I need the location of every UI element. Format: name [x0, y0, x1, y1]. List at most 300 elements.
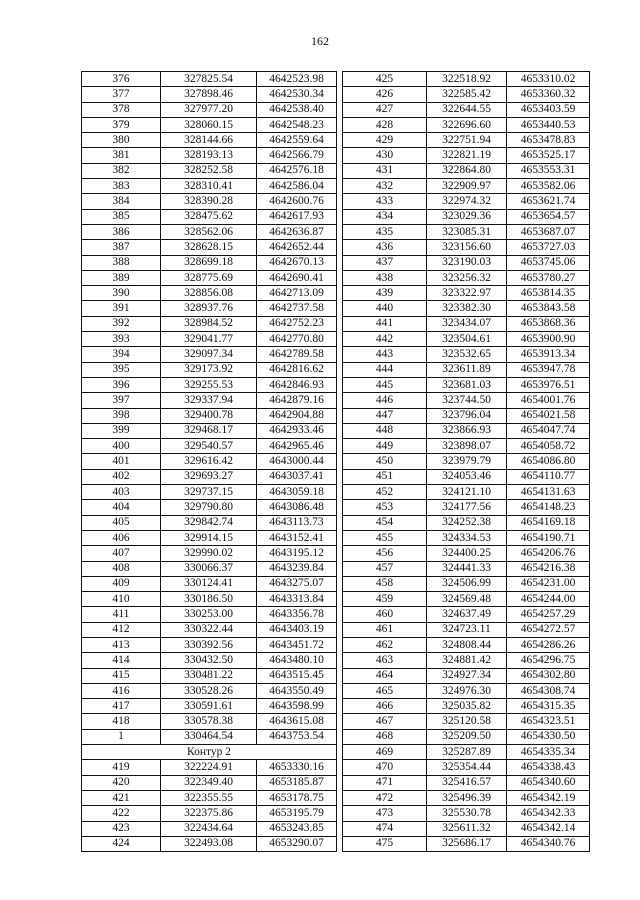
y-coordinate-cell: 4642566.79: [257, 148, 337, 163]
section-heading-row: [82, 745, 337, 760]
table-row: [82, 775, 337, 790]
x-coordinate-cell: 322909.97: [427, 179, 507, 194]
y-coordinate-cell: 4642965.46: [257, 439, 337, 454]
y-coordinate-cell: 4642690.41: [257, 270, 337, 285]
x-coordinate-cell: 323156.60: [427, 240, 507, 255]
point-number-cell: 450: [343, 454, 427, 469]
x-coordinate-cell: 330253.00: [161, 607, 257, 622]
point-number-cell: 451: [343, 469, 427, 484]
x-coordinate-cell: 323979.79: [427, 454, 507, 469]
x-coordinate-cell: 325611.32: [427, 821, 507, 836]
x-coordinate-cell: 328390.28: [161, 194, 257, 209]
point-number-cell: 402: [82, 469, 161, 484]
x-coordinate-cell: 323866.93: [427, 423, 507, 438]
coordinates-table-right: [342, 71, 590, 852]
table-row: [343, 821, 590, 836]
table-row: [82, 316, 337, 331]
point-number-cell: 386: [82, 224, 161, 239]
x-coordinate-cell: 324808.44: [427, 637, 507, 652]
y-coordinate-cell: 4653745.06: [507, 255, 590, 270]
x-coordinate-cell: 329468.17: [161, 423, 257, 438]
table-row: [82, 622, 337, 637]
y-coordinate-cell: 4643356.78: [257, 607, 337, 622]
point-number-cell: 378: [82, 102, 161, 117]
y-coordinate-cell: 4642559.64: [257, 133, 337, 148]
x-coordinate-cell: 328937.76: [161, 301, 257, 316]
x-coordinate-cell: 324569.48: [427, 592, 507, 607]
x-coordinate-cell: 323029.36: [427, 209, 507, 224]
point-number-cell: 464: [343, 668, 427, 683]
x-coordinate-cell: 323085.31: [427, 224, 507, 239]
y-coordinate-cell: 4653478.83: [507, 133, 590, 148]
x-coordinate-cell: 323796.04: [427, 408, 507, 423]
point-number-cell: 475: [343, 836, 427, 851]
x-coordinate-cell: 323898.07: [427, 439, 507, 454]
y-coordinate-cell: 4642523.98: [257, 72, 337, 87]
x-coordinate-cell: 323434.07: [427, 316, 507, 331]
point-number-cell: 457: [343, 561, 427, 576]
table-row: [82, 301, 337, 316]
y-coordinate-cell: 4653780.27: [507, 270, 590, 285]
x-coordinate-cell: 330066.37: [161, 561, 257, 576]
y-coordinate-cell: 4654131.63: [507, 485, 590, 500]
point-number-cell: 396: [82, 377, 161, 392]
y-coordinate-cell: 4643152.41: [257, 530, 337, 545]
table-row: [343, 316, 590, 331]
x-coordinate-cell: 325354.44: [427, 760, 507, 775]
y-coordinate-cell: 4642636.87: [257, 224, 337, 239]
x-coordinate-cell: 324881.42: [427, 653, 507, 668]
y-coordinate-cell: 4654340.60: [507, 775, 590, 790]
y-coordinate-cell: 4642548.23: [257, 117, 337, 132]
table-row: [343, 592, 590, 607]
point-number-cell: 442: [343, 332, 427, 347]
y-coordinate-cell: 4643550.49: [257, 683, 337, 698]
x-coordinate-cell: 322518.92: [427, 72, 507, 87]
table-row: [82, 347, 337, 362]
y-coordinate-cell: 4643000.44: [257, 454, 337, 469]
point-number-cell: 443: [343, 347, 427, 362]
table-row: [343, 148, 590, 163]
x-coordinate-cell: 323611.89: [427, 362, 507, 377]
x-coordinate-cell: 324723.11: [427, 622, 507, 637]
x-coordinate-cell: 328144.66: [161, 133, 257, 148]
x-coordinate-cell: 329173.92: [161, 362, 257, 377]
y-coordinate-cell: 4653900.90: [507, 332, 590, 347]
y-coordinate-cell: 4653440.53: [507, 117, 590, 132]
x-coordinate-cell: 330591.61: [161, 699, 257, 714]
y-coordinate-cell: 4654335.34: [507, 745, 590, 760]
point-number-cell: 452: [343, 485, 427, 500]
point-number-cell: 440: [343, 301, 427, 316]
table-row: [82, 836, 337, 851]
y-coordinate-cell: 4642737.58: [257, 301, 337, 316]
point-number-cell: 422: [82, 806, 161, 821]
x-coordinate-cell: 323382.30: [427, 301, 507, 316]
table-row: [343, 439, 590, 454]
table-row: [343, 561, 590, 576]
point-number-cell: 389: [82, 270, 161, 285]
x-coordinate-cell: 325416.57: [427, 775, 507, 790]
y-coordinate-cell: 4642933.46: [257, 423, 337, 438]
x-coordinate-cell: 330186.50: [161, 592, 257, 607]
point-number-cell: 458: [343, 576, 427, 591]
y-coordinate-cell: 4642904.88: [257, 408, 337, 423]
table-row: [82, 72, 337, 87]
y-coordinate-cell: 4643037.41: [257, 469, 337, 484]
table-row: [82, 362, 337, 377]
table-row: [82, 515, 337, 530]
point-number-cell: 424: [82, 836, 161, 851]
y-coordinate-cell: 4642530.34: [257, 87, 337, 102]
point-number-cell: 379: [82, 117, 161, 132]
point-number-cell: 398: [82, 408, 161, 423]
table-row: [82, 377, 337, 392]
y-coordinate-cell: 4643598.99: [257, 699, 337, 714]
point-number-cell: 438: [343, 270, 427, 285]
point-number-cell: 429: [343, 133, 427, 148]
table-row: [343, 668, 590, 683]
x-coordinate-cell: 330322.44: [161, 622, 257, 637]
table-row: [82, 194, 337, 209]
table-row: [82, 653, 337, 668]
point-number-cell: 414: [82, 653, 161, 668]
point-number-cell: 401: [82, 454, 161, 469]
point-number-cell: 380: [82, 133, 161, 148]
y-coordinate-cell: 4642617.93: [257, 209, 337, 224]
x-coordinate-cell: 329337.94: [161, 393, 257, 408]
table-row: [343, 163, 590, 178]
table-row: [343, 515, 590, 530]
x-coordinate-cell: 324637.49: [427, 607, 507, 622]
x-coordinate-cell: 329400.78: [161, 408, 257, 423]
point-number-cell: 472: [343, 790, 427, 805]
x-coordinate-cell: 328699.18: [161, 255, 257, 270]
coordinates-table-left: [81, 71, 337, 852]
y-coordinate-cell: 4653290.07: [257, 836, 337, 851]
y-coordinate-cell: 4654340.76: [507, 836, 590, 851]
y-coordinate-cell: 4653243.85: [257, 821, 337, 836]
y-coordinate-cell: 4654315.35: [507, 699, 590, 714]
table-row: [343, 790, 590, 805]
x-coordinate-cell: 322751.94: [427, 133, 507, 148]
x-coordinate-cell: 328984.52: [161, 316, 257, 331]
x-coordinate-cell: 323504.61: [427, 332, 507, 347]
y-coordinate-cell: 4654231.00: [507, 576, 590, 591]
table-row: [343, 607, 590, 622]
point-number-cell: 405: [82, 515, 161, 530]
y-coordinate-cell: 4653843.58: [507, 301, 590, 316]
y-coordinate-cell: 4654308.74: [507, 683, 590, 698]
x-coordinate-cell: 322585.42: [427, 87, 507, 102]
x-coordinate-cell: 323322.97: [427, 286, 507, 301]
table-row: [343, 836, 590, 851]
y-coordinate-cell: 4653195.79: [257, 806, 337, 821]
x-coordinate-cell: 324177.56: [427, 500, 507, 515]
point-number-cell: 419: [82, 760, 161, 775]
y-coordinate-cell: 4654058.72: [507, 439, 590, 454]
table-row: [343, 255, 590, 270]
table-row: [343, 240, 590, 255]
x-coordinate-cell: 325035.82: [427, 699, 507, 714]
y-coordinate-cell: 4653654.57: [507, 209, 590, 224]
table-row: [343, 653, 590, 668]
y-coordinate-cell: 4654323.51: [507, 714, 590, 729]
x-coordinate-cell: 328628.15: [161, 240, 257, 255]
y-coordinate-cell: 4654206.76: [507, 546, 590, 561]
table-row: [82, 332, 337, 347]
table-row: [82, 179, 337, 194]
point-number-cell: 460: [343, 607, 427, 622]
point-number-cell: 466: [343, 699, 427, 714]
point-number-cell: 467: [343, 714, 427, 729]
y-coordinate-cell: 4643086.48: [257, 500, 337, 515]
table-row: [343, 347, 590, 362]
y-coordinate-cell: 4654342.19: [507, 790, 590, 805]
y-coordinate-cell: 4642846.93: [257, 377, 337, 392]
y-coordinate-cell: 4653525.17: [507, 148, 590, 163]
x-coordinate-cell: 322355.55: [161, 790, 257, 805]
y-coordinate-cell: 4643615.08: [257, 714, 337, 729]
table-row: [343, 500, 590, 515]
table-row: [82, 286, 337, 301]
x-coordinate-cell: 322644.55: [427, 102, 507, 117]
y-coordinate-cell: 4654342.33: [507, 806, 590, 821]
table-row: [343, 194, 590, 209]
y-coordinate-cell: 4654047.74: [507, 423, 590, 438]
y-coordinate-cell: 4654001.76: [507, 393, 590, 408]
y-coordinate-cell: 4643480.10: [257, 653, 337, 668]
x-coordinate-cell: 324400.25: [427, 546, 507, 561]
table-row: [82, 408, 337, 423]
point-number-cell: 473: [343, 806, 427, 821]
table-row: [343, 393, 590, 408]
x-coordinate-cell: 329097.34: [161, 347, 257, 362]
table-row: [343, 530, 590, 545]
point-number-cell: 400: [82, 439, 161, 454]
x-coordinate-cell: 325530.78: [427, 806, 507, 821]
point-number-cell: 434: [343, 209, 427, 224]
x-coordinate-cell: 324927.34: [427, 668, 507, 683]
table-row: [343, 87, 590, 102]
table-row: [343, 117, 590, 132]
point-number-cell: 427: [343, 102, 427, 117]
y-coordinate-cell: 4653814.35: [507, 286, 590, 301]
point-number-cell: 415: [82, 668, 161, 683]
x-coordinate-cell: 328475.62: [161, 209, 257, 224]
table-row: [343, 362, 590, 377]
point-number-cell: 390: [82, 286, 161, 301]
y-coordinate-cell: 4643753.54: [257, 729, 337, 744]
y-coordinate-cell: 4653185.87: [257, 775, 337, 790]
point-number-cell: 441: [343, 316, 427, 331]
table-row: [82, 637, 337, 652]
y-coordinate-cell: 4642752.23: [257, 316, 337, 331]
coordinates-table-right-body: [343, 72, 590, 852]
table-row: [343, 301, 590, 316]
x-coordinate-cell: 329914.15: [161, 530, 257, 545]
table-row: [82, 714, 337, 729]
table-row: [82, 102, 337, 117]
y-coordinate-cell: 4643195.12: [257, 546, 337, 561]
y-coordinate-cell: 4653403.59: [507, 102, 590, 117]
point-number-cell: 459: [343, 592, 427, 607]
y-coordinate-cell: 4653947.78: [507, 362, 590, 377]
point-number-cell: 449: [343, 439, 427, 454]
point-number-cell: 469: [343, 745, 427, 760]
y-coordinate-cell: 4654342.14: [507, 821, 590, 836]
point-number-cell: 456: [343, 546, 427, 561]
point-number-cell: 430: [343, 148, 427, 163]
table-row: [82, 592, 337, 607]
table-row: [82, 163, 337, 178]
x-coordinate-cell: 322349.40: [161, 775, 257, 790]
point-number-cell: 417: [82, 699, 161, 714]
x-coordinate-cell: 330578.38: [161, 714, 257, 729]
y-coordinate-cell: 4642538.40: [257, 102, 337, 117]
y-coordinate-cell: 4653621.74: [507, 194, 590, 209]
point-number-cell: 408: [82, 561, 161, 576]
x-coordinate-cell: 328310.41: [161, 179, 257, 194]
point-number-cell: 435: [343, 224, 427, 239]
table-row: [343, 806, 590, 821]
table-row: [343, 729, 590, 744]
x-coordinate-cell: 328856.08: [161, 286, 257, 301]
y-coordinate-cell: 4653553.31: [507, 163, 590, 178]
y-coordinate-cell: 4654330.50: [507, 729, 590, 744]
table-row: [82, 561, 337, 576]
table-row: [82, 668, 337, 683]
y-coordinate-cell: 4642600.76: [257, 194, 337, 209]
y-coordinate-cell: 4642576.18: [257, 163, 337, 178]
table-row: [82, 133, 337, 148]
x-coordinate-cell: 325209.50: [427, 729, 507, 744]
point-number-cell: 454: [343, 515, 427, 530]
table-row: [343, 546, 590, 561]
point-number-cell: 421: [82, 790, 161, 805]
point-number-cell: 420: [82, 775, 161, 790]
y-coordinate-cell: 4653976.51: [507, 377, 590, 392]
table-row: [343, 270, 590, 285]
table-row: [82, 790, 337, 805]
point-number-cell: 425: [343, 72, 427, 87]
y-coordinate-cell: 4654148.23: [507, 500, 590, 515]
y-coordinate-cell: 4653913.34: [507, 347, 590, 362]
y-coordinate-cell: 4643239.84: [257, 561, 337, 576]
point-number-cell: 436: [343, 240, 427, 255]
point-number-cell: 393: [82, 332, 161, 347]
x-coordinate-cell: 323190.03: [427, 255, 507, 270]
x-coordinate-cell: 323744.50: [427, 393, 507, 408]
y-coordinate-cell: 4653360.32: [507, 87, 590, 102]
point-number-cell: 471: [343, 775, 427, 790]
x-coordinate-cell: 324053.46: [427, 469, 507, 484]
point-number-cell: 395: [82, 362, 161, 377]
table-row: [343, 745, 590, 760]
y-coordinate-cell: 4654216.38: [507, 561, 590, 576]
table-row: [82, 760, 337, 775]
point-number-cell: 376: [82, 72, 161, 87]
x-coordinate-cell: 330432.50: [161, 653, 257, 668]
point-number-cell: 448: [343, 423, 427, 438]
table-row: [343, 637, 590, 652]
table-row: [343, 332, 590, 347]
point-number-cell: 388: [82, 255, 161, 270]
x-coordinate-cell: 328562.06: [161, 224, 257, 239]
x-coordinate-cell: 330392.56: [161, 637, 257, 652]
point-number-cell: 410: [82, 592, 161, 607]
x-coordinate-cell: 324121.10: [427, 485, 507, 500]
table-row: [343, 683, 590, 698]
x-coordinate-cell: 328060.15: [161, 117, 257, 132]
y-coordinate-cell: 4653310.02: [507, 72, 590, 87]
point-number-cell: 383: [82, 179, 161, 194]
point-number-cell: 463: [343, 653, 427, 668]
table-row: [82, 500, 337, 515]
y-coordinate-cell: 4653727.03: [507, 240, 590, 255]
point-number-cell: 381: [82, 148, 161, 163]
table-row: [82, 485, 337, 500]
section-heading: Контур 2: [82, 745, 337, 760]
table-row: [82, 117, 337, 132]
point-number-cell: 437: [343, 255, 427, 270]
point-number-cell: 465: [343, 683, 427, 698]
x-coordinate-cell: 328252.58: [161, 163, 257, 178]
x-coordinate-cell: 325287.89: [427, 745, 507, 760]
point-number-cell: 387: [82, 240, 161, 255]
table-row: [343, 408, 590, 423]
y-coordinate-cell: 4643451.72: [257, 637, 337, 652]
point-number-cell: 461: [343, 622, 427, 637]
x-coordinate-cell: 322864.80: [427, 163, 507, 178]
coordinates-table-left-body: [82, 72, 337, 852]
table-row: [343, 286, 590, 301]
point-number-cell: 418: [82, 714, 161, 729]
y-coordinate-cell: 4643313.84: [257, 592, 337, 607]
y-coordinate-cell: 4654296.75: [507, 653, 590, 668]
y-coordinate-cell: 4642816.62: [257, 362, 337, 377]
point-number-cell: 423: [82, 821, 161, 836]
table-row: [343, 209, 590, 224]
table-row: [82, 270, 337, 285]
x-coordinate-cell: 330528.26: [161, 683, 257, 698]
x-coordinate-cell: 329737.15: [161, 485, 257, 500]
x-coordinate-cell: 322434.64: [161, 821, 257, 836]
point-number-cell: 385: [82, 209, 161, 224]
x-coordinate-cell: 329842.74: [161, 515, 257, 530]
x-coordinate-cell: 322821.19: [427, 148, 507, 163]
point-number-cell: 426: [343, 87, 427, 102]
point-number-cell: 392: [82, 316, 161, 331]
point-number-cell: 406: [82, 530, 161, 545]
x-coordinate-cell: 328775.69: [161, 270, 257, 285]
point-number-cell: 439: [343, 286, 427, 301]
y-coordinate-cell: 4643403.19: [257, 622, 337, 637]
x-coordinate-cell: 329693.27: [161, 469, 257, 484]
point-number-cell: 432: [343, 179, 427, 194]
y-coordinate-cell: 4642713.09: [257, 286, 337, 301]
table-row: [82, 469, 337, 484]
x-coordinate-cell: 324441.33: [427, 561, 507, 576]
x-coordinate-cell: 330124.41: [161, 576, 257, 591]
y-coordinate-cell: 4654257.29: [507, 607, 590, 622]
table-row: [343, 72, 590, 87]
table-row: [82, 806, 337, 821]
point-number-cell: 407: [82, 546, 161, 561]
point-number-cell: 445: [343, 377, 427, 392]
x-coordinate-cell: 324976.30: [427, 683, 507, 698]
x-coordinate-cell: 322696.60: [427, 117, 507, 132]
